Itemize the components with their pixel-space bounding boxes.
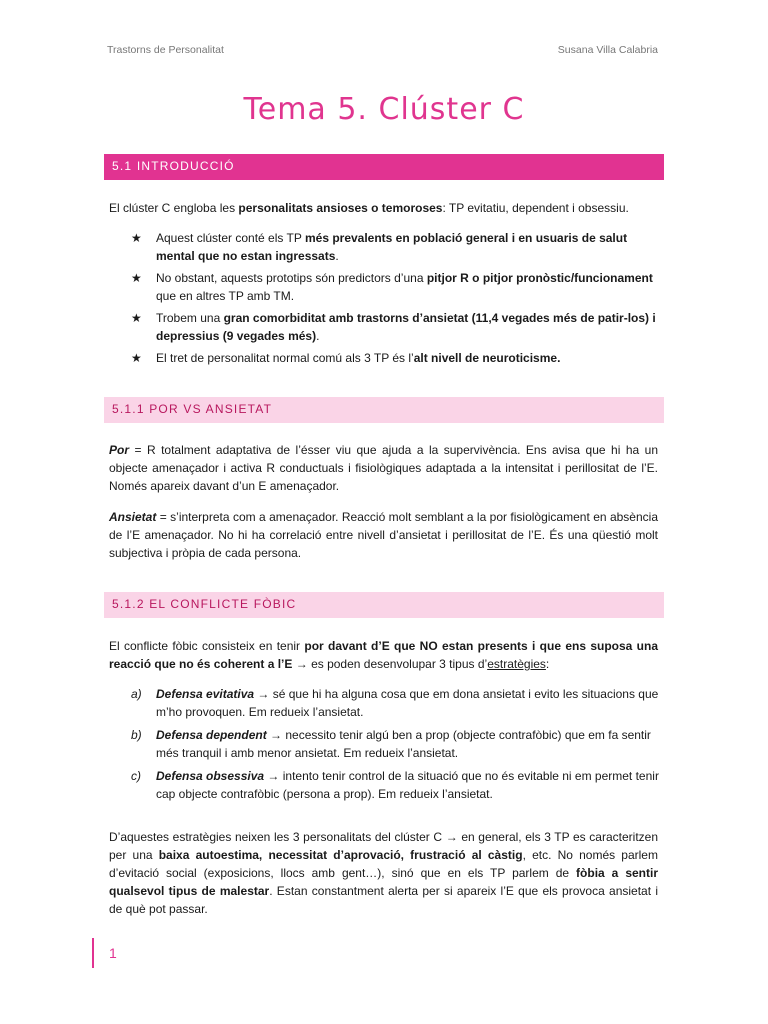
list-item: ★ No obstant, aquests prototips són predictors d’una pitjor R o pitjor pronòstic/funcionament que en altres TP amb TM. xyxy=(131,271,653,303)
list-marker: a) xyxy=(131,687,142,701)
page-title: Tema 5. Clúster C xyxy=(243,92,525,127)
running-header-right: Susana Villa Calabria xyxy=(557,44,658,56)
star-bullet-icon: ★ xyxy=(131,351,142,365)
ansietat-definition: Ansietat = s’interpreta com a amenaçador. Reacció molt semblant a la por fisiològicament en absència de l’E amenaçador. No hi ha correlació entre nivell d’ansietat i perillositat de l’E. És una qüestió molt subjectiva i pròpia de cada persona. xyxy=(109,510,658,560)
star-bullet-icon: ★ xyxy=(131,311,142,325)
star-bullet-icon: ★ xyxy=(131,271,142,285)
conclusion-paragraph: D’aquestes estratègies neixen les 3 personalitats del clúster C → en general, els 3 TP es caracteritzen per una baixa autoestima, necessitat d’aprovació, frustració al càstig, etc. No només parlem d’evitació social (exposicions, llocs amb gent…), sinó que en els TP parlem de fòbia a sentir qualsevol tipus de malestar. Estan constantment alerta per si apareix l’E que els provoca ansietat i de què pot passar. xyxy=(109,830,659,916)
list-item: a) Defensa evitativa → sé que hi ha alguna cosa que em dona ansietat i evito les situacions que m’ho provoquen. Em redueix l’ansietat. xyxy=(131,687,659,719)
intro-bullet-list xyxy=(131,229,661,371)
list-item: ★ Trobem una gran comorbiditat amb trastorns d’ansietat (11,4 vegades més de patir-los) i depressius (9 vegades més). xyxy=(131,311,656,343)
list-item: b) Defensa dependent → necessito tenir algú ben a prop (objecte contrafòbic) que em fa sentir més tranquil i amb menor ansietat. Em redueix l’ansietat. xyxy=(131,728,651,760)
fobic-paragraph: El conflicte fòbic consisteix en tenir por davant d’E que NO estan presents i que ens suposa una reacció que no és coherent a l’E → es poden desenvolupar 3 tipus d’estratègies: xyxy=(109,639,659,671)
intro-paragraph: El clúster C engloba les personalitats ansioses o temoroses: TP evitatiu, dependent i obsessiu. xyxy=(109,201,629,215)
page-number: 1 xyxy=(109,945,117,961)
section-heading-introduccio: 5.1 INTRODUCCIÓ xyxy=(104,154,664,180)
list-marker: c) xyxy=(131,769,141,783)
section-heading-conflicte-fobic: 5.1.2 EL CONFLICTE FÒBIC xyxy=(104,592,664,618)
strategies-list xyxy=(131,685,661,808)
page-number-bar xyxy=(92,938,94,968)
list-item: ★ Aquest clúster conté els TP més prevalents en població general i en usuaris de salut mental que no estan ingressats. xyxy=(131,231,628,263)
list-item: c) Defensa obsessiva → intento tenir control de la situació que no és evitable ni em permet tenir cap objecte contrafòbic (persona a prop). Em redueix l’ansietat. xyxy=(131,769,659,801)
star-bullet-icon: ★ xyxy=(131,231,142,245)
list-marker: b) xyxy=(131,728,142,742)
list-item: ★ El tret de personalitat normal comú als 3 TP és l’alt nivell de neuroticisme. xyxy=(131,351,561,365)
running-header-left: Trastorns de Personalitat xyxy=(107,44,224,56)
por-definition: Por = R totalment adaptativa de l’ésser viu que ajuda a la supervivència. Ens avisa que hi ha un objecte amenaçador i activa R conductuals i fisiològiques adaptada a la intensitat i perillositat de l’E. Només apareix davant d’un E amenaçador. xyxy=(109,443,658,493)
section-heading-por-vs-ansietat: 5.1.1 POR VS ANSIETAT xyxy=(104,397,664,423)
